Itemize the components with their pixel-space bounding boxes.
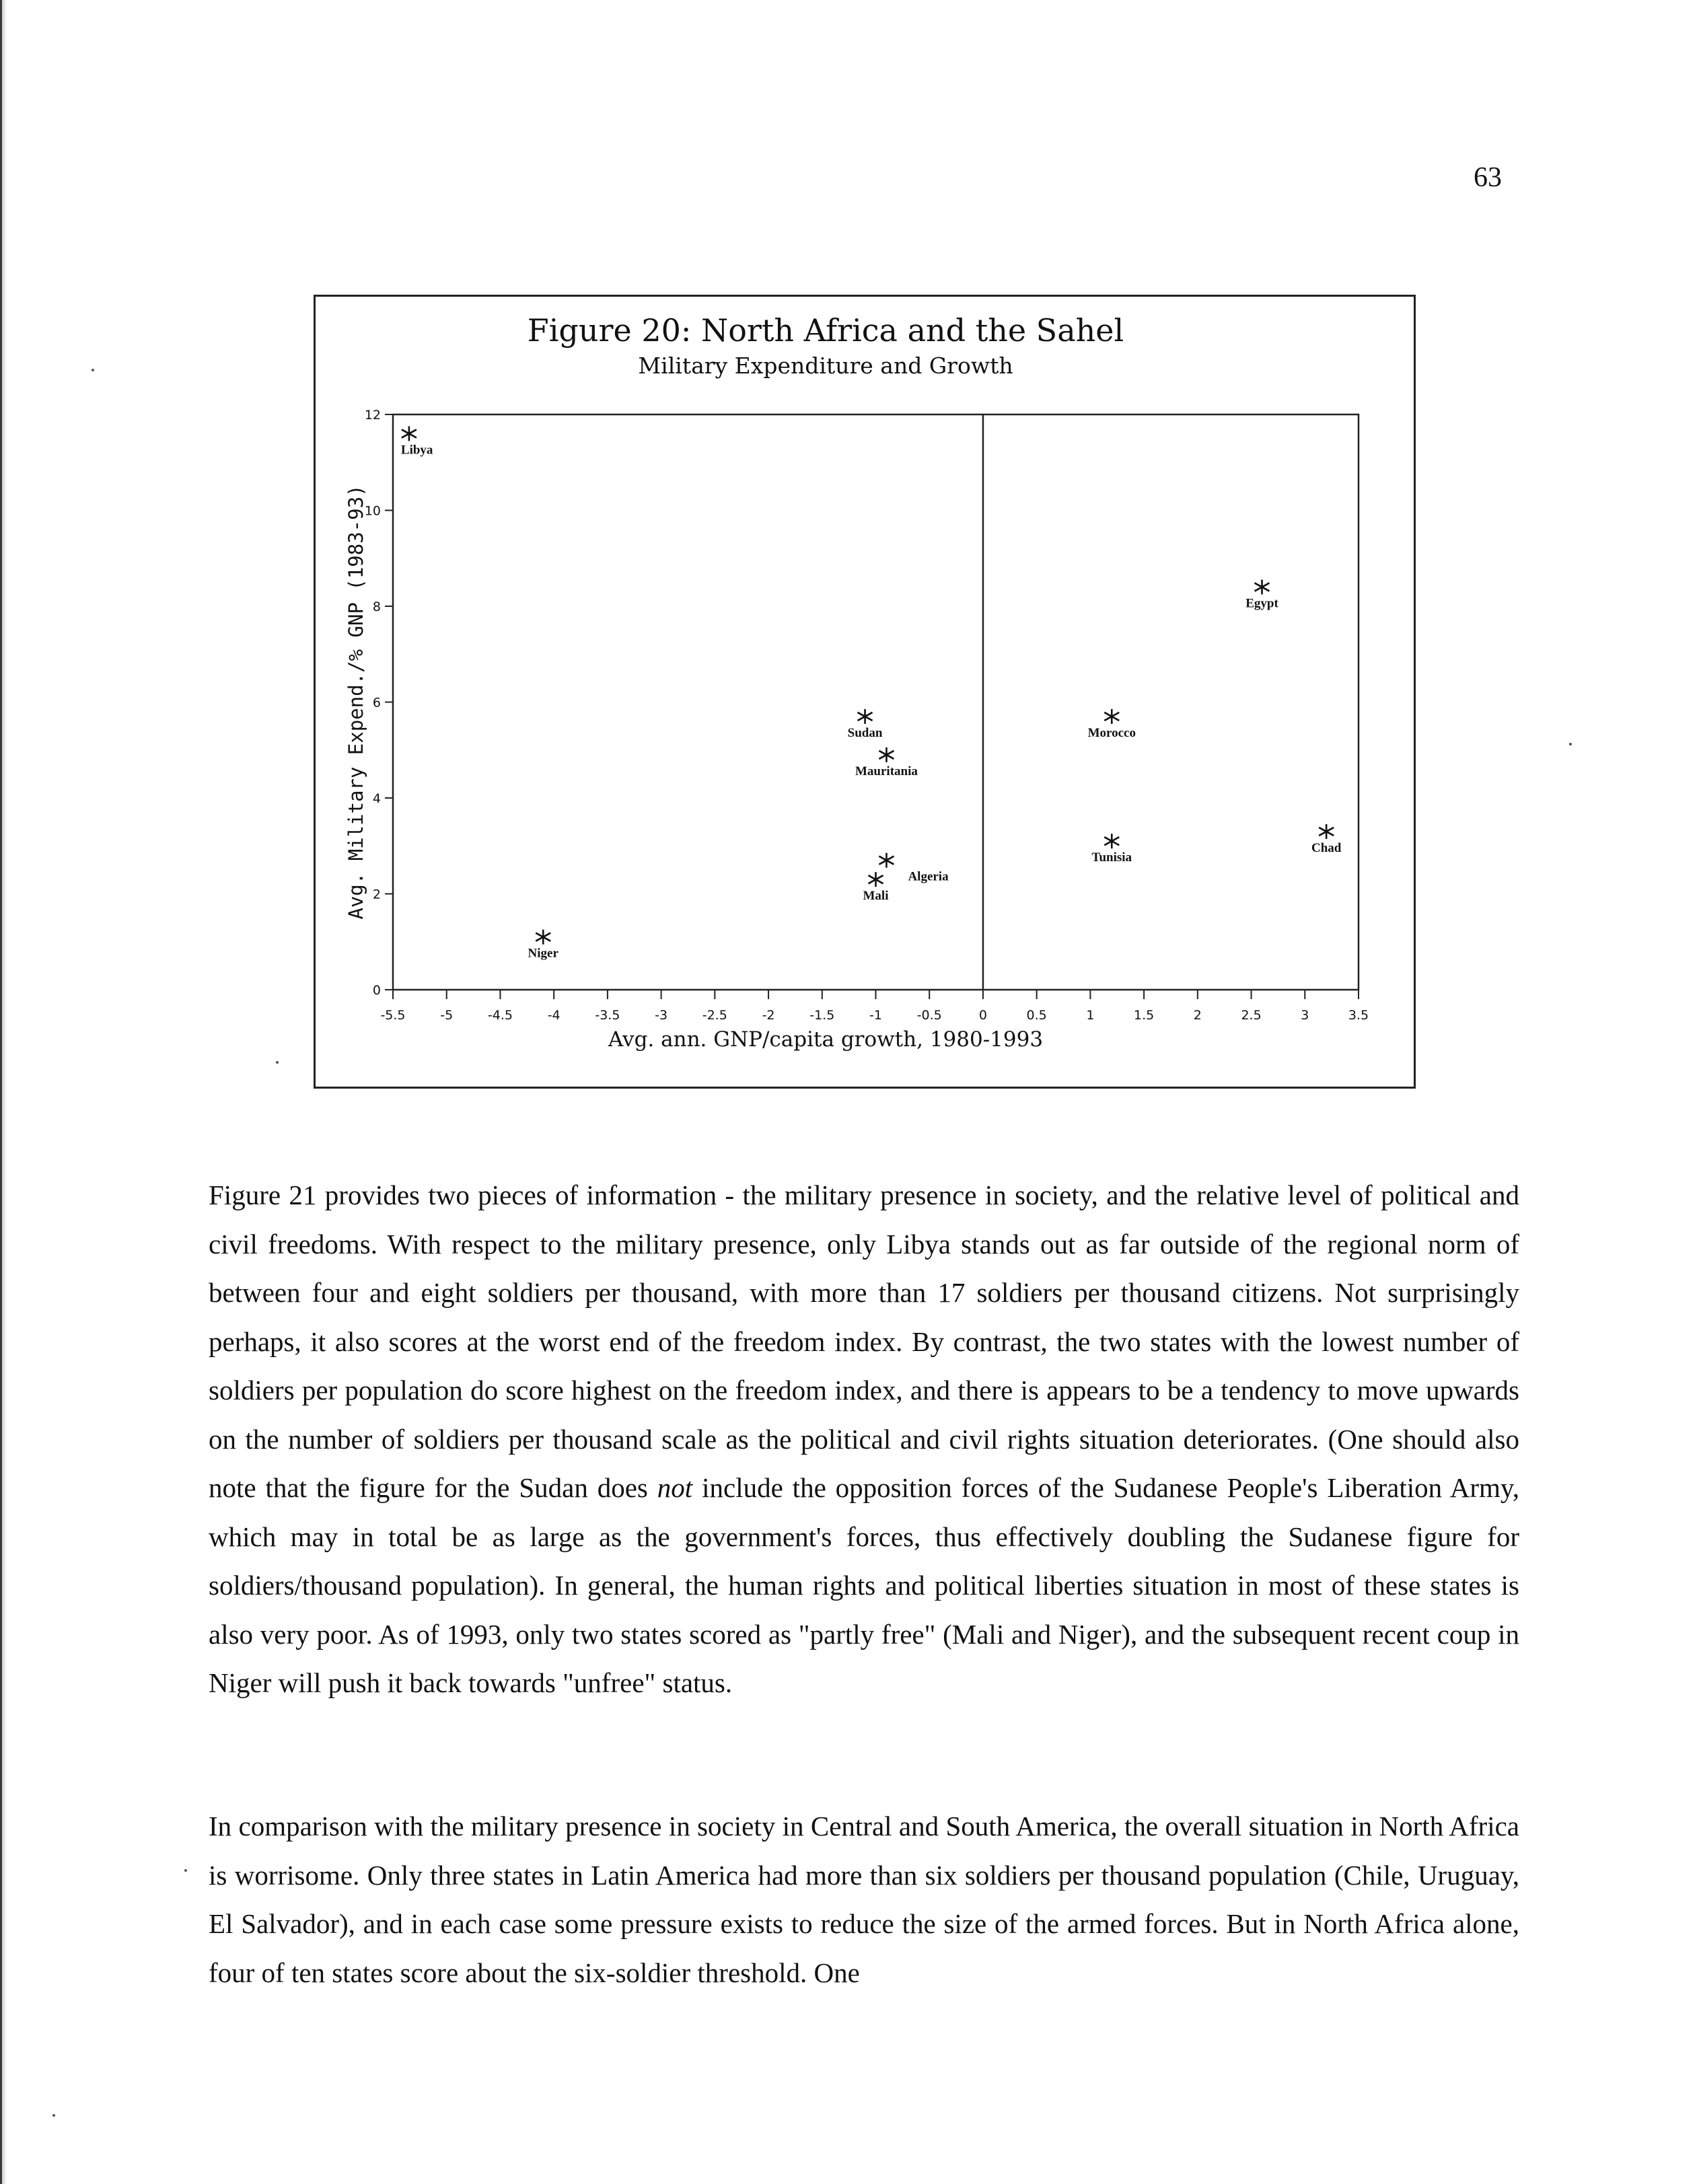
y-tick-label: 2: [372, 887, 381, 902]
x-tick-label: 3: [1301, 1008, 1309, 1023]
scan-speck: [1569, 743, 1572, 745]
x-tick-label: 3.5: [1348, 1008, 1369, 1023]
point-label-libya: Libya: [400, 443, 433, 458]
y-tick-label: 6: [372, 695, 381, 711]
point-label-mauritania: Mauritania: [855, 764, 918, 778]
figure-title: Figure 20: North Africa and the Sahel: [527, 312, 1124, 349]
x-tick-label: -0.5: [916, 1008, 942, 1023]
x-tick-label: -5: [440, 1008, 454, 1023]
data-point-egypt: [1255, 580, 1270, 595]
data-point-mali: [869, 872, 883, 887]
plot-frame: [393, 414, 1359, 990]
data-point-sudan: [858, 709, 873, 724]
x-tick-label: -2.5: [702, 1008, 727, 1023]
x-tick-label: 2.5: [1241, 1008, 1262, 1023]
scan-edge: [0, 0, 7, 2184]
y-tick-label: 12: [364, 408, 381, 423]
data-point-tunisia: [1104, 834, 1119, 848]
x-tick-label: 2: [1193, 1008, 1202, 1023]
y-tick-label: 8: [372, 599, 381, 614]
point-label-mali: Mali: [863, 889, 889, 904]
point-label-egypt: Egypt: [1245, 596, 1278, 611]
paragraph-1-text-before: Figure 21 provides two pieces of information - the military presence in society, and the relative level of political and civil freedoms. With respect to the military presence, only Libya stands out as far outside of the regional norm of between four and eight soldiers per thousand, with more than 17 soldiers per thousand citizens. Not surprisingly perhaps, it also scores at the worst end of the freedom index. By contrast, the two states with the lowest number of soldiers per population do score highest on the freedom index, and there is appears to be a tendency to move upwards on the number of soldiers per thousand scale as the political and civil rights situation deteriorates. (One should also note that the figure for the Sudan does: [209, 1179, 1519, 1503]
paragraph-1-emphasis: not: [657, 1472, 693, 1503]
point-label-sudan: Sudan: [847, 725, 883, 740]
scatter-chart: [316, 297, 1414, 1087]
point-label-algeria: Algeria: [908, 869, 949, 884]
data-point-libya: [402, 427, 417, 441]
x-tick-label: -2: [762, 1008, 775, 1023]
page-number: 63: [1474, 162, 1502, 193]
scan-speck: [184, 1869, 187, 1872]
scan-speck: [52, 2114, 55, 2117]
x-tick-label: -3.5: [595, 1008, 620, 1023]
x-tick-label: -4: [547, 1008, 561, 1023]
x-axis-label: Avg. ann. GNP/capita growth, 1980-1993: [608, 1027, 1044, 1052]
x-tick-label: 0: [978, 1008, 987, 1023]
figure-20-box: [314, 295, 1416, 1089]
point-label-morocco: Morocco: [1087, 725, 1136, 740]
x-tick-label: 1: [1086, 1008, 1095, 1023]
point-label-niger: Niger: [528, 946, 558, 961]
y-tick-label: 4: [372, 791, 381, 806]
body-paragraph-2: In comparison with the military presence in society in Central and South America, the overall situation in North Africa is worrisome. Only three states in Latin America had more than six soldiers per thousand population (Chile, Uruguay, El Salvador), and in each case some pressure exists to reduce the size of the armed forces. But in North Africa alone, four of ten states score about the six-soldier threshold. One: [209, 1811, 1519, 1988]
body-paragraph-1: [209, 1171, 1519, 1708]
scan-speck: [276, 1061, 279, 1064]
point-label-chad: Chad: [1311, 840, 1342, 855]
scan-speck: [92, 369, 94, 371]
data-point-algeria: [879, 853, 894, 868]
figure-subtitle: Military Expenditure and Growth: [638, 353, 1013, 379]
x-tick-label: 1.5: [1134, 1008, 1155, 1023]
x-tick-label: -1: [869, 1008, 882, 1023]
point-label-tunisia: Tunisia: [1091, 850, 1132, 865]
paragraph-1-text-after: include the opposition forces of the Sudanese People's Liberation Army, which may in total be as large as the government's forces, thus effectively doubling the Sudanese figure for soldiers/thousand population). In general, the human rights and political liberties situation in most of these states is also very poor. As of 1993, only two states scored as "partly free" (Mali and Niger), and the subsequent recent coup in Niger will push it back towards "unfree" status.: [209, 1472, 1520, 1698]
x-tick-label: 0.5: [1026, 1008, 1047, 1023]
data-point-mauritania: [879, 748, 894, 762]
y-axis-label: Avg. Military Expend./% GNP (1983-93): [345, 484, 367, 920]
data-point-chad: [1319, 824, 1334, 839]
x-tick-label: -3: [655, 1008, 668, 1023]
data-point-niger: [536, 930, 550, 945]
x-tick-label: -5.5: [380, 1008, 406, 1023]
x-tick-label: -1.5: [809, 1008, 835, 1023]
y-tick-label: 10: [364, 503, 381, 519]
y-tick-label: 0: [372, 983, 381, 998]
data-point-morocco: [1104, 709, 1119, 724]
x-tick-label: -4.5: [487, 1008, 513, 1023]
